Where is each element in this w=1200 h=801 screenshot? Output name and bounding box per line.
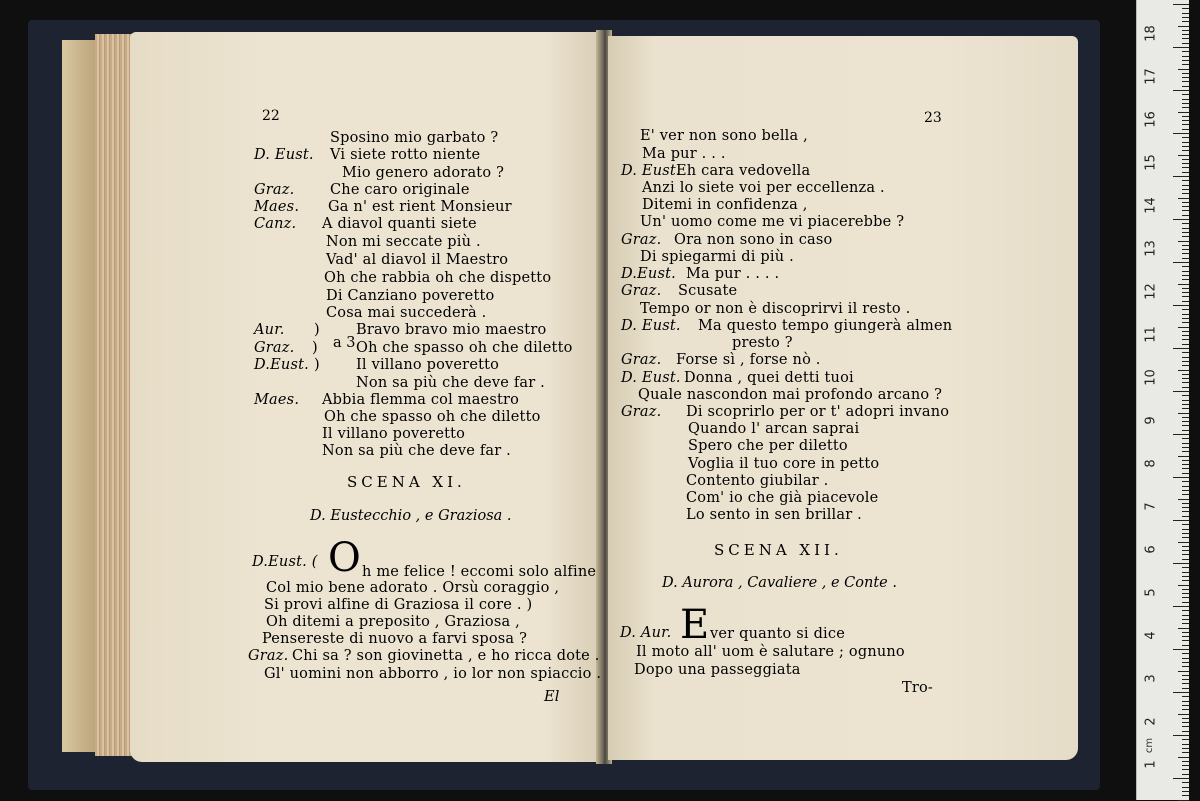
ruler-tick	[1182, 215, 1189, 216]
drop-cap: E	[680, 602, 710, 648]
ruler-tick	[1182, 464, 1189, 465]
speaker-label: Graz.	[621, 404, 662, 420]
ruler-tick	[1182, 129, 1189, 130]
ruler-tick	[1182, 795, 1189, 796]
ruler-tick	[1182, 309, 1189, 310]
ruler-tick	[1182, 468, 1189, 469]
ruler-number: 8	[1143, 459, 1159, 468]
speaker-label: Graz.	[621, 283, 662, 299]
verse-line: Quale nascondon mai profondo arcano ?	[638, 387, 943, 403]
ruler-tick	[1182, 292, 1189, 293]
verse-line: Sposino mio garbato ?	[330, 130, 499, 146]
ruler-tick	[1173, 735, 1189, 736]
ruler-tick	[1182, 103, 1189, 104]
verse-line: Voglia il tuo core in petto	[688, 456, 880, 472]
speaker-label: D.Eust.	[254, 357, 309, 373]
prose-line: Col mio bene adorato . Orsù coraggio ,	[266, 580, 560, 596]
ruler-tick	[1182, 554, 1189, 555]
verse-line: Lo sento in sen brillar .	[686, 507, 862, 523]
ruler-tick	[1182, 150, 1189, 151]
speaker-label: Graz.	[248, 648, 289, 664]
ruler-tick	[1173, 133, 1189, 134]
ruler-tick	[1182, 602, 1189, 603]
ruler-tick	[1182, 77, 1189, 78]
ruler-tick	[1182, 696, 1189, 697]
ruler-tick	[1182, 709, 1189, 710]
ruler-tick	[1182, 421, 1189, 422]
ruler-tick	[1182, 533, 1189, 534]
ruler-tick	[1182, 382, 1189, 383]
ruler-tick	[1182, 748, 1189, 749]
ruler-tick	[1182, 593, 1189, 594]
ruler-tick	[1182, 245, 1189, 246]
ruler-tick	[1182, 99, 1189, 100]
ruler-tick	[1182, 228, 1189, 229]
ruler-tick	[1182, 679, 1189, 680]
ruler-tick	[1178, 112, 1189, 113]
ruler-tick	[1182, 163, 1189, 164]
ruler-tick	[1182, 425, 1189, 426]
verse-line: Ma questo tempo giungerà almen	[698, 318, 953, 334]
speaker-label: Canz.	[254, 216, 297, 232]
ruler-tick	[1182, 645, 1189, 646]
ruler-tick	[1182, 193, 1189, 194]
ruler-number: 10	[1143, 369, 1159, 386]
ruler-tick	[1182, 404, 1189, 405]
ruler-number: 15	[1143, 154, 1159, 171]
ruler-tick	[1178, 327, 1189, 328]
ruler-tick	[1182, 572, 1189, 573]
verse-line: Non mi seccate più .	[326, 234, 481, 250]
ruler-tick	[1182, 610, 1189, 611]
verse-line: Eh cara vedovella	[676, 163, 811, 179]
ruler-tick	[1182, 21, 1189, 22]
verse-line: Mio genero adorato ?	[342, 165, 505, 181]
page-number: 22	[262, 108, 280, 124]
ruler-tick	[1182, 632, 1189, 633]
ruler-tick	[1182, 378, 1189, 379]
verse-line: E' ver non sono bella ,	[640, 128, 808, 144]
ruler-tick	[1182, 180, 1189, 181]
ruler-tick	[1182, 516, 1189, 517]
ruler-tick	[1182, 490, 1189, 491]
ruler-tick	[1182, 486, 1189, 487]
verse-line: Com' io che già piacevole	[686, 490, 879, 506]
ruler-tick	[1182, 731, 1189, 732]
speaker-label: Maes.	[254, 392, 300, 408]
ruler-tick	[1173, 90, 1189, 91]
speaker-label: Graz.	[621, 352, 662, 368]
ruler-number: 2	[1143, 717, 1159, 726]
ruler-tick	[1182, 765, 1189, 766]
ruler-tick	[1178, 198, 1189, 199]
scene-characters: D. Eustecchio , e Graziosa .	[310, 508, 512, 524]
ruler-tick	[1173, 778, 1189, 779]
verse-line: Ma pur . . .	[642, 146, 726, 162]
ruler-tick	[1182, 718, 1189, 719]
verse-line: Bravo bravo mio maestro	[356, 322, 547, 338]
ruler-tick	[1182, 653, 1189, 654]
ruler-number: 1	[1143, 760, 1159, 769]
verse-line: Non sa più che deve far .	[356, 375, 545, 391]
ruler-tick	[1173, 305, 1189, 306]
prose-line: Oh ditemi a preposito , Graziosa ,	[266, 614, 520, 630]
ruler-tick	[1182, 331, 1189, 332]
verse-line: Un' uomo come me vi piacerebbe ?	[640, 214, 905, 230]
speaker-label: D. Eust.	[621, 370, 681, 386]
ruler-tick	[1182, 167, 1189, 168]
speaker-label: D.Eust. (	[252, 554, 318, 570]
speaker-label: D. Eust.	[621, 163, 681, 179]
ruler-tick	[1173, 262, 1189, 263]
ruler-tick	[1182, 537, 1189, 538]
prose-line: Dopo una passeggiata	[634, 662, 801, 678]
ruler-tick	[1182, 688, 1189, 689]
ruler-tick	[1182, 722, 1189, 723]
scene-title: SCENA XII.	[714, 541, 843, 559]
measuring-ruler	[1136, 0, 1189, 800]
ruler-number: 14	[1143, 197, 1159, 214]
ruler-tick	[1178, 370, 1189, 371]
ruler-tick	[1182, 223, 1189, 224]
ruler-tick	[1173, 649, 1189, 650]
ruler-tick	[1182, 137, 1189, 138]
ruler-tick	[1182, 288, 1189, 289]
ruler-number: 17	[1143, 68, 1159, 85]
ruler-tick	[1182, 400, 1189, 401]
ruler-tick	[1178, 671, 1189, 672]
ruler-number: 11	[1143, 326, 1159, 343]
ruler-tick	[1182, 159, 1189, 160]
ruler-tick	[1182, 120, 1189, 121]
ruler-tick	[1182, 56, 1189, 57]
ruler-tick	[1182, 43, 1189, 44]
ruler-tick	[1182, 236, 1189, 237]
ruler-tick	[1182, 8, 1189, 9]
ruler-tick	[1182, 744, 1189, 745]
verse-line: Vad' al diavol il Maestro	[326, 252, 509, 268]
ruler-tick	[1182, 481, 1189, 482]
ruler-tick	[1182, 559, 1189, 560]
ruler-tick	[1182, 662, 1189, 663]
verse-line: Vi siete rotto niente	[330, 147, 481, 163]
ruler-tick	[1182, 417, 1189, 418]
verse-line: Ma pur . . . .	[686, 266, 780, 282]
prose-line: Chi sa ? son giovinetta , e ho ricca dote .	[292, 648, 600, 664]
verse-line: Ga n' est rient Monsieur	[328, 199, 512, 215]
ruler-tick	[1182, 529, 1189, 530]
ruler-tick	[1182, 546, 1189, 547]
verse-line: Forse sì , forse nò .	[676, 352, 821, 368]
ruler-tick	[1182, 774, 1189, 775]
ruler-tick	[1182, 339, 1189, 340]
verse-line: Cosa mai succederà .	[326, 305, 487, 321]
verse-line: Di Canziano poveretto	[326, 288, 495, 304]
verse-line: Contento giubilar .	[686, 473, 829, 489]
ruler-tick	[1182, 705, 1189, 706]
ruler-tick	[1173, 520, 1189, 521]
ruler-tick	[1182, 34, 1189, 35]
ruler-tick	[1178, 757, 1189, 758]
ruler-tick	[1182, 791, 1189, 792]
brace-mark: )	[314, 322, 320, 338]
ruler-tick	[1182, 615, 1189, 616]
speaker-label: Graz.	[254, 182, 295, 198]
ruler-tick	[1182, 81, 1189, 82]
ruler-number: 5	[1143, 588, 1159, 597]
ruler-tick	[1182, 271, 1189, 272]
ruler-tick	[1182, 787, 1189, 788]
ruler-tick	[1182, 395, 1189, 396]
ruler-tick	[1182, 374, 1189, 375]
ruler-tick	[1182, 507, 1189, 508]
ruler-tick	[1173, 219, 1189, 220]
prose-line: h me felice ! eccomi solo alfine	[362, 564, 597, 580]
ruler-tick	[1173, 692, 1189, 693]
ruler-tick	[1182, 494, 1189, 495]
ruler-tick	[1178, 69, 1189, 70]
ruler-tick	[1182, 64, 1189, 65]
ruler-tick	[1182, 408, 1189, 409]
ruler-tick	[1182, 511, 1189, 512]
ruler-tick	[1182, 232, 1189, 233]
ruler-unit: cm	[1144, 737, 1156, 754]
ruler-tick	[1182, 430, 1189, 431]
ruler-number: 16	[1143, 111, 1159, 128]
ruler-tick	[1173, 477, 1189, 478]
ruler-number: 6	[1143, 545, 1159, 554]
ruler-tick	[1182, 73, 1189, 74]
catchword: El	[544, 689, 560, 705]
ruler-tick	[1182, 473, 1189, 474]
ruler-tick	[1182, 597, 1189, 598]
ruler-tick	[1182, 701, 1189, 702]
verse-line: Oh che rabbia oh che dispetto	[324, 270, 552, 286]
verse-line: Oh che spasso oh che diletto	[324, 409, 541, 425]
speaker-label: D.Eust.	[621, 266, 676, 282]
ruler-number: 18	[1143, 25, 1159, 42]
verse-line: Non sa più che deve far .	[322, 443, 511, 459]
verse-line: A diavol quanti siete	[322, 216, 477, 232]
ruler-tick	[1182, 576, 1189, 577]
ruler-tick	[1182, 769, 1189, 770]
page-number: 23	[924, 110, 942, 126]
verse-line: Il villano poveretto	[356, 357, 500, 373]
ruler-tick	[1182, 365, 1189, 366]
ruler-number: 7	[1143, 502, 1159, 511]
ruler-tick	[1182, 185, 1189, 186]
prose-line: ver quanto si dice	[710, 626, 845, 642]
ruler-tick	[1182, 189, 1189, 190]
ruler-tick	[1173, 176, 1189, 177]
scene-title: SCENA XI.	[347, 473, 466, 491]
verse-line: Donna , quei detti tuoi	[684, 370, 854, 386]
ruler-tick	[1182, 361, 1189, 362]
ruler-tick	[1182, 619, 1189, 620]
ruler-tick	[1178, 413, 1189, 414]
ruler-tick	[1182, 116, 1189, 117]
drop-cap: O	[328, 535, 361, 581]
verse-line: Ditemi in confidenza ,	[642, 197, 808, 213]
brace-mark: )	[314, 357, 320, 373]
ruler-tick	[1182, 249, 1189, 250]
ruler-tick	[1182, 38, 1189, 39]
ruler-tick	[1173, 4, 1189, 5]
verse-line: Scusate	[678, 283, 738, 299]
ruler-tick	[1182, 658, 1189, 659]
ruler-tick	[1173, 434, 1189, 435]
ruler-number: 12	[1143, 283, 1159, 300]
ruler-tick	[1173, 563, 1189, 564]
ruler-tick	[1182, 503, 1189, 504]
ruler-tick	[1182, 146, 1189, 147]
verse-line: presto ?	[732, 335, 793, 351]
ruler-tick	[1182, 258, 1189, 259]
verse-line: Spero che per diletto	[688, 438, 848, 454]
ruler-tick	[1182, 752, 1189, 753]
ruler-tick	[1182, 344, 1189, 345]
ruler-tick	[1182, 739, 1189, 740]
ruler-tick	[1182, 30, 1189, 31]
ruler-tick	[1178, 714, 1189, 715]
catchword: Tro-	[902, 680, 934, 696]
ruler-tick	[1178, 241, 1189, 242]
ruler-tick	[1182, 675, 1189, 676]
ruler-number: 9	[1143, 416, 1159, 425]
ruler-tick	[1182, 124, 1189, 125]
verse-line: Che caro originale	[330, 182, 470, 198]
ruler-tick	[1182, 314, 1189, 315]
ruler-tick	[1182, 782, 1189, 783]
ruler-tick	[1182, 94, 1189, 95]
ruler-tick	[1182, 589, 1189, 590]
ruler-number: 4	[1143, 631, 1159, 640]
ruler-tick	[1182, 210, 1189, 211]
trio-mark: a 3	[333, 335, 356, 351]
ruler-tick	[1182, 172, 1189, 173]
ruler-tick	[1178, 26, 1189, 27]
speaker-label: Maes.	[254, 199, 300, 215]
ruler-tick	[1182, 666, 1189, 667]
ruler-tick	[1182, 142, 1189, 143]
ruler-tick	[1182, 761, 1189, 762]
prose-line: Gl' uomini non abborro , io lor non spiaccio .	[264, 666, 602, 682]
ruler-tick	[1182, 86, 1189, 87]
ruler-tick	[1182, 206, 1189, 207]
brace-mark: )	[312, 340, 318, 356]
ruler-tick	[1182, 51, 1189, 52]
ruler-tick	[1182, 640, 1189, 641]
ruler-tick	[1182, 202, 1189, 203]
verse-line: Anzi lo siete voi per eccellenza .	[642, 180, 885, 196]
ruler-tick	[1173, 391, 1189, 392]
ruler-tick	[1182, 352, 1189, 353]
ruler-tick	[1182, 438, 1189, 439]
ruler-tick	[1182, 636, 1189, 637]
ruler-tick	[1178, 456, 1189, 457]
ruler-tick	[1182, 318, 1189, 319]
ruler-number: 13	[1143, 240, 1159, 257]
speaker-label: D. Aur.	[620, 625, 672, 641]
ruler-number: 3	[1143, 674, 1159, 683]
ruler-tick	[1178, 284, 1189, 285]
ruler-tick	[1182, 683, 1189, 684]
ruler-tick	[1182, 296, 1189, 297]
verse-line: Di spiegarmi di più .	[640, 249, 794, 265]
ruler-tick	[1182, 567, 1189, 568]
ruler-tick	[1182, 322, 1189, 323]
ruler-tick	[1182, 13, 1189, 14]
ruler-tick	[1178, 585, 1189, 586]
ruler-tick	[1182, 335, 1189, 336]
ruler-tick	[1182, 107, 1189, 108]
verse-line: Ora non sono in caso	[674, 232, 833, 248]
ruler-tick	[1182, 17, 1189, 18]
ruler-tick	[1182, 580, 1189, 581]
ruler-tick	[1178, 155, 1189, 156]
verse-line: Oh che spasso oh che diletto	[356, 340, 573, 356]
ruler-tick	[1182, 266, 1189, 267]
ruler-tick	[1178, 542, 1189, 543]
ruler-tick	[1178, 499, 1189, 500]
ruler-tick	[1182, 301, 1189, 302]
prose-line: Il moto all' uom è salutare ; ognuno	[636, 644, 905, 660]
ruler-tick	[1182, 447, 1189, 448]
ruler-tick	[1182, 253, 1189, 254]
ruler-tick	[1182, 60, 1189, 61]
speaker-label: D. Eust.	[621, 318, 681, 334]
ruler-tick	[1182, 623, 1189, 624]
ruler-tick	[1182, 726, 1189, 727]
ruler-tick	[1182, 451, 1189, 452]
prose-line: Pensereste di nuovo a farvi sposa ?	[262, 631, 528, 647]
verse-line: Quando l' arcan saprai	[688, 421, 860, 437]
ruler-tick	[1182, 460, 1189, 461]
verse-line: Tempo or non è discoprirvi il resto .	[640, 301, 911, 317]
speaker-label: Aur.	[254, 322, 285, 338]
ruler-tick	[1178, 628, 1189, 629]
verse-line: Abbia flemma col maestro	[322, 392, 520, 408]
verse-line: Di scoprirlo per or t' adopri invano	[686, 404, 950, 420]
ruler-tick	[1173, 606, 1189, 607]
scene-characters: D. Aurora , Cavaliere , e Conte .	[662, 575, 897, 591]
ruler-tick	[1182, 524, 1189, 525]
speaker-label: Graz.	[254, 340, 295, 356]
speaker-label: Graz.	[621, 232, 662, 248]
ruler-tick	[1173, 348, 1189, 349]
ruler-tick	[1182, 275, 1189, 276]
ruler-tick	[1173, 47, 1189, 48]
ruler-tick	[1182, 387, 1189, 388]
speaker-label: D. Eust.	[254, 147, 314, 163]
verse-line: Il villano poveretto	[322, 426, 466, 442]
ruler-tick	[1182, 357, 1189, 358]
ruler-tick	[1182, 550, 1189, 551]
ruler-tick	[1182, 279, 1189, 280]
ruler-tick	[1182, 443, 1189, 444]
prose-line: Si provi alfine di Graziosa il core . )	[264, 597, 533, 613]
